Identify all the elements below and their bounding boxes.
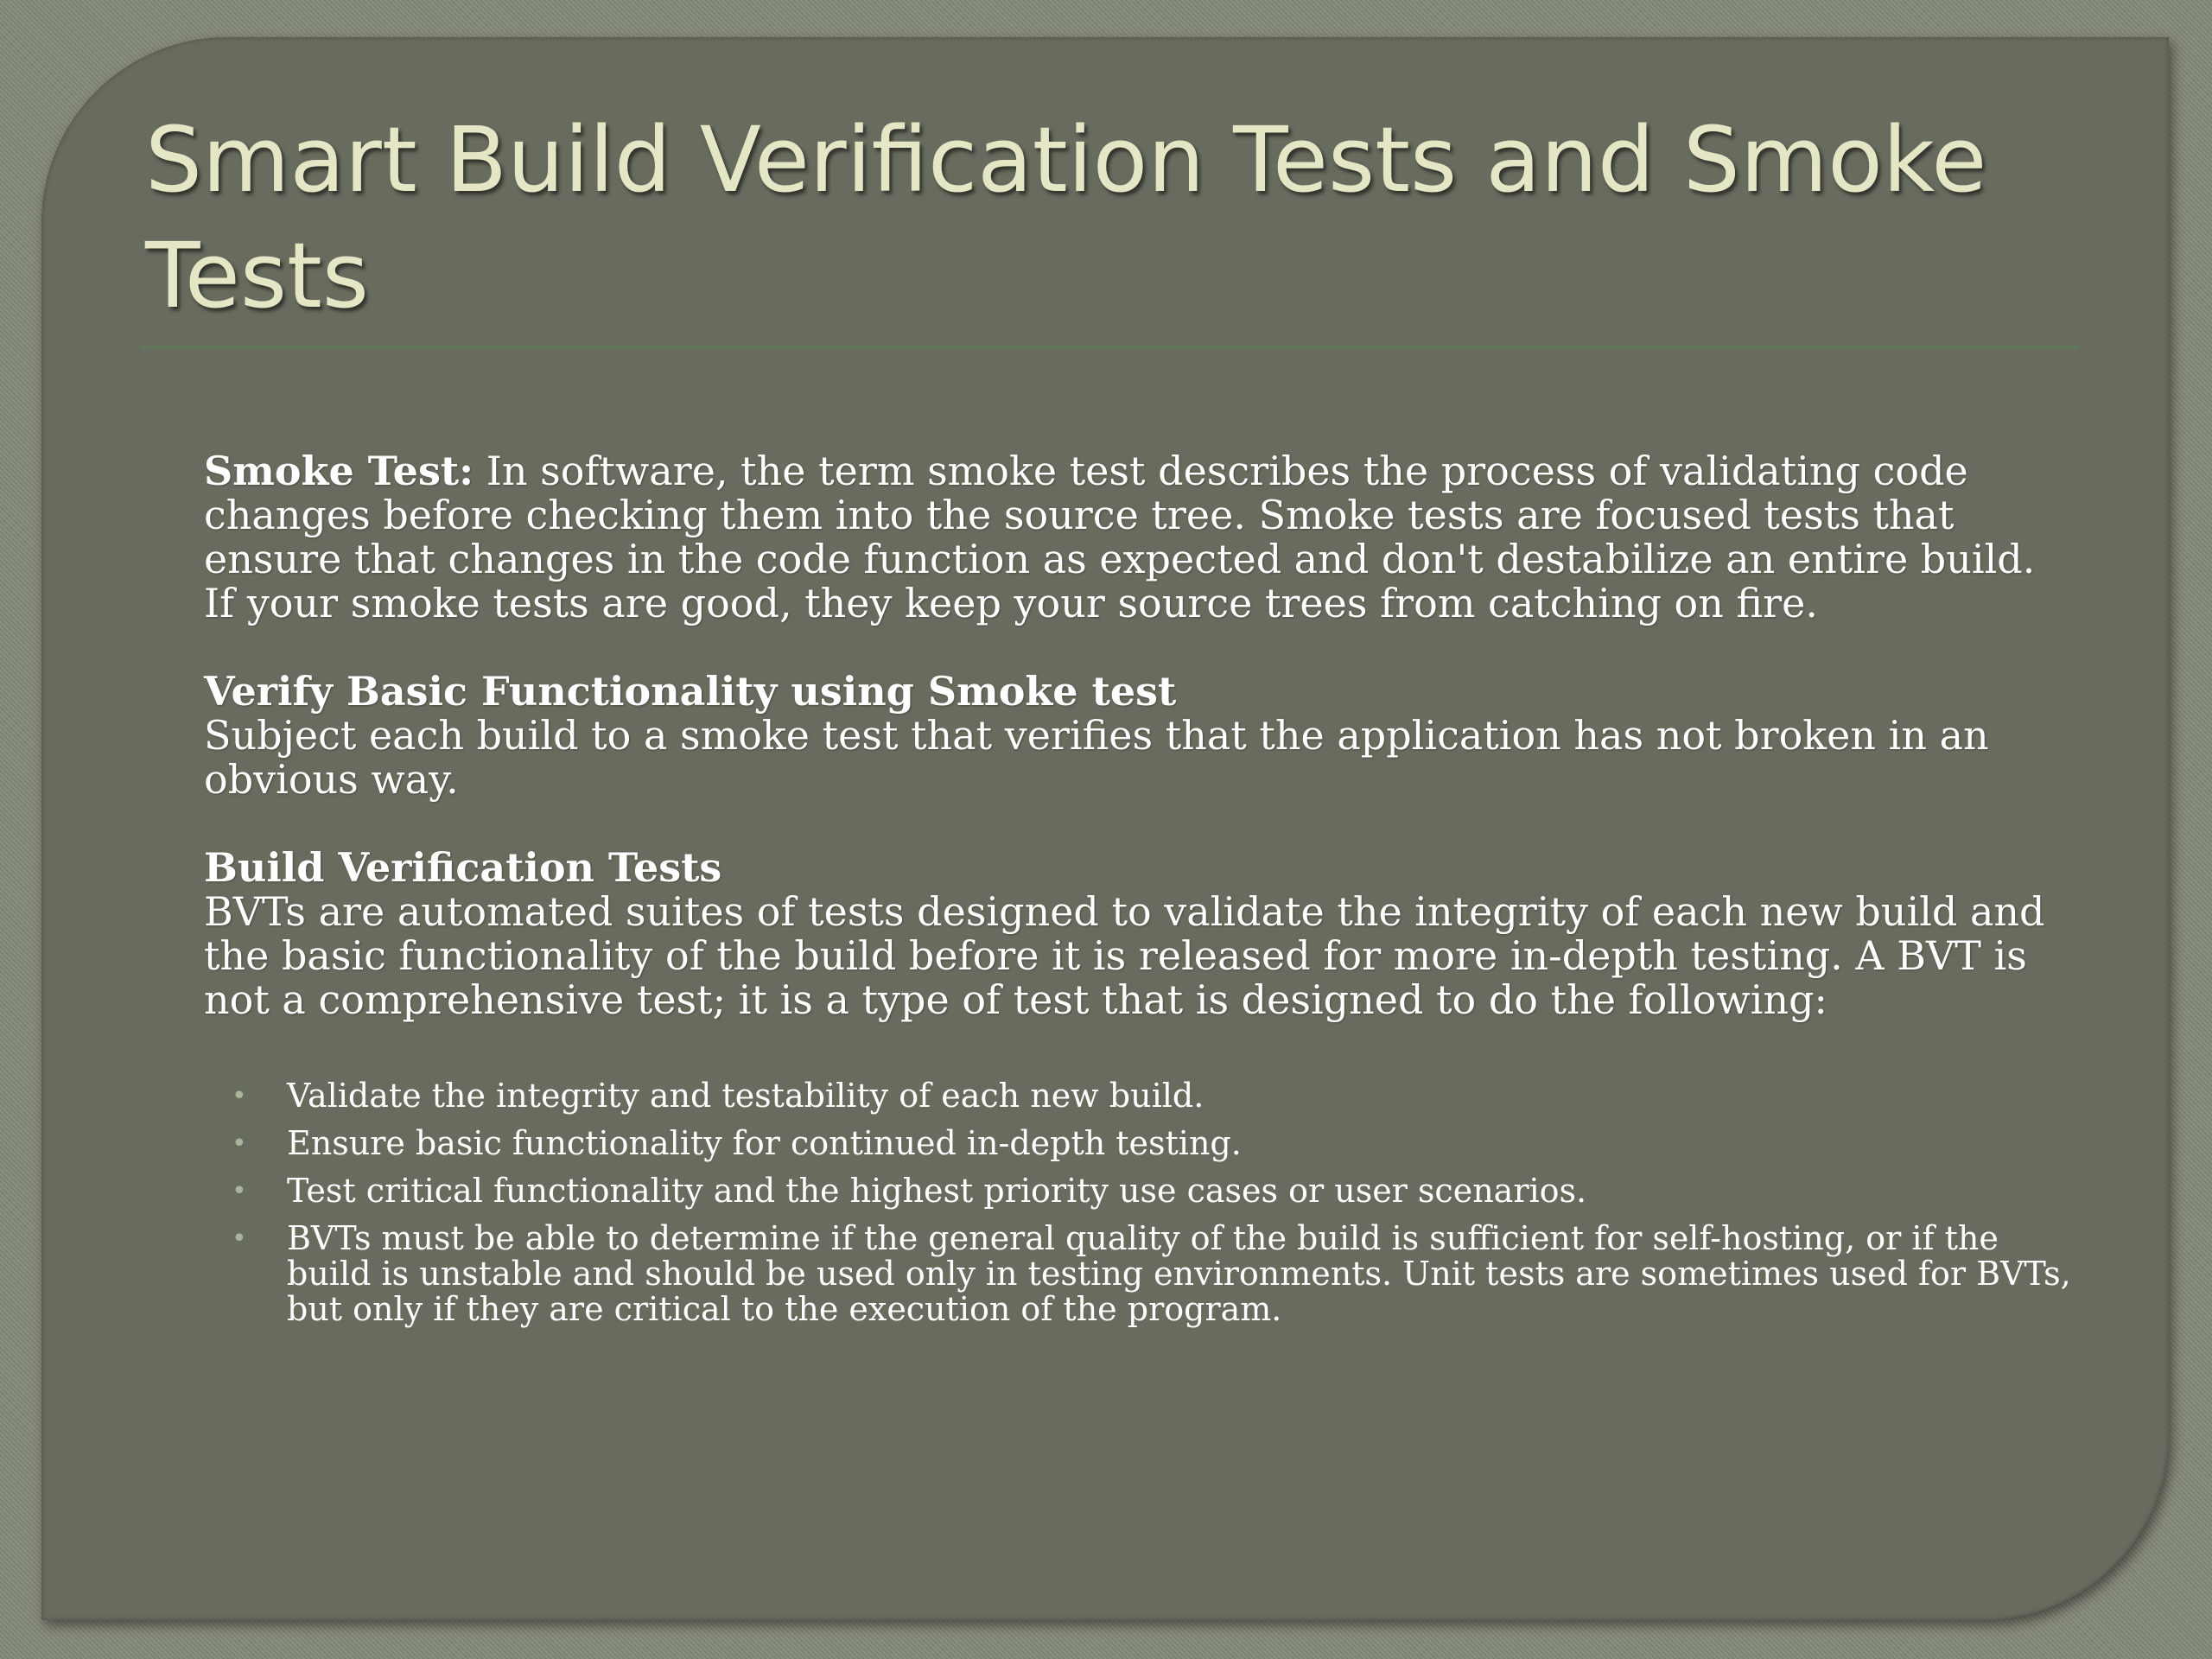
- verify-basic-heading: [204, 670, 2070, 714]
- list-item: [232, 1173, 2088, 1209]
- smoke-test-term: Smoke Test:: [204, 448, 474, 494]
- bullet-icon: •: [232, 1081, 247, 1111]
- title-divider: [141, 346, 2078, 348]
- bvt-bullet-list: [232, 1078, 2088, 1339]
- list-item: [232, 1078, 2088, 1114]
- list-item: [232, 1126, 2088, 1161]
- bvt-heading: [204, 846, 2070, 890]
- verify-basic-heading-text: Verify Basic Functionality using Smoke test: [204, 668, 1177, 715]
- bullet-icon: •: [232, 1128, 247, 1159]
- list-item-text: BVTs must be able to determine if the general quality of the build is sufficient for self-hosting, or if the build is unstable and should be used only in testing environments. Unit tests are sometimes used for BVTs, but only if they are critical to the execution of the program.: [287, 1219, 2071, 1328]
- list-item-text: Validate the integrity and testability of each new build.: [287, 1077, 1205, 1115]
- bvt-text: BVTs are automated suites of tests designed to validate the integrity of each new build and the basic functionality of the build before it is released for more in-depth testing. A BVT is not a comprehensive test; it is a type of test that is designed to do the following:: [204, 888, 2045, 1023]
- smoke-test-text: In software, the term smoke test describes the process of validating code changes before checking them into the source tree. Smoke tests are focused tests that ensure that changes in the code function as expected and don't destabilize an entire build. If your smoke tests are good, they keep your source trees from catching on fire.: [204, 448, 2036, 626]
- list-item: [232, 1221, 2088, 1327]
- bullet-icon: •: [232, 1176, 247, 1206]
- smoke-test-paragraph: [204, 449, 2070, 626]
- spacer: [204, 626, 2070, 670]
- slide-body: [204, 449, 2070, 1022]
- spacer: [204, 802, 2070, 846]
- verify-basic-text: Subject each build to a smoke test that verifies that the application has not broken in an obvious way.: [204, 712, 1989, 803]
- bullet-icon: •: [232, 1224, 247, 1254]
- list-item-text: Ensure basic functionality for continued in-depth testing.: [287, 1124, 1242, 1162]
- bvt-heading-text: Build Verification Tests: [204, 844, 722, 891]
- slide-title: Smart Build Verification Tests and Smoke Tests: [145, 107, 1987, 328]
- list-item-text: Test critical functionality and the highest priority use cases or user scenarios.: [287, 1172, 1587, 1210]
